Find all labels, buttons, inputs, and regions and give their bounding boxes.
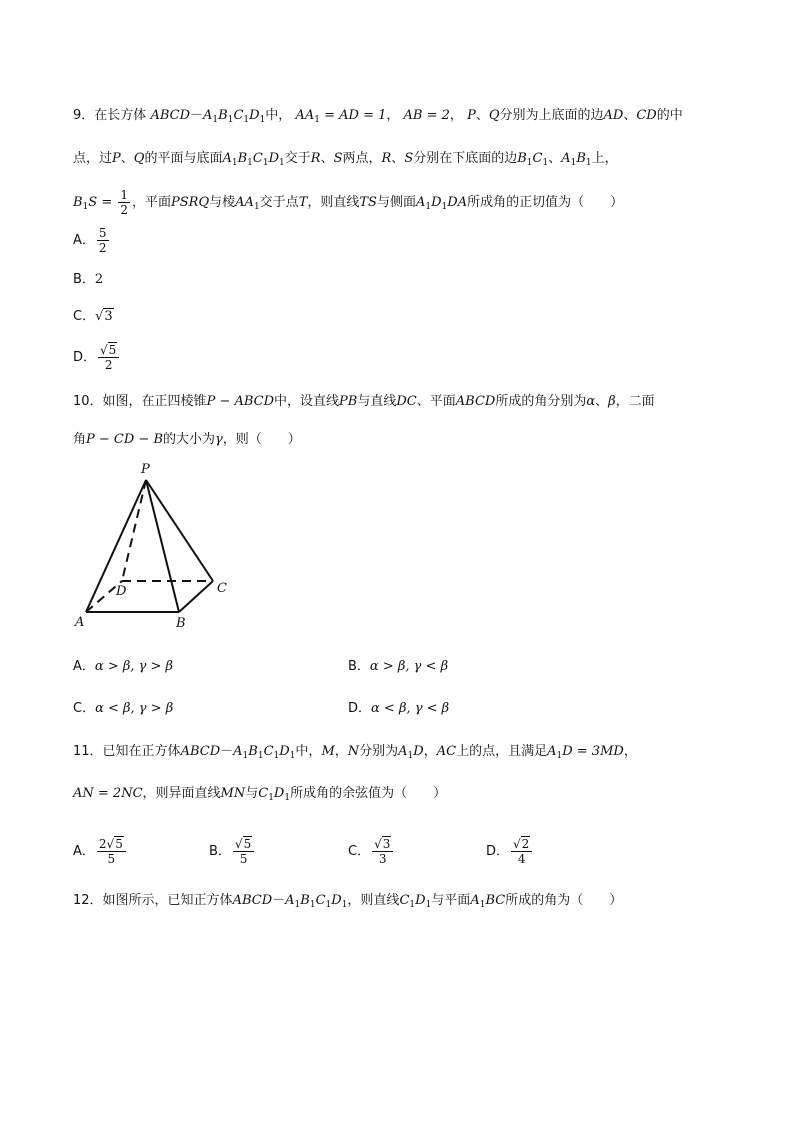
q11-line2: AN = 2NC，则异面直线MN与$C_1D_1$所成角的余弦值为（ ）	[73, 786, 447, 803]
q10-option-c[interactable]: C．α < β, γ > β	[73, 701, 174, 716]
q9-line2: 点，过P、Q的平面与底面$A_1B_1C_1D_1$交于R、S两点，R、S分别在下底面的边$B_1C_1$、$A_1B_1$上，	[73, 151, 618, 168]
vertex-label-d: D	[116, 584, 127, 599]
vertex-label-b: B	[176, 616, 186, 631]
q9-line3: $B_1S$ = $\frac{1}{2}$ ，平面PSRQ与棱$AA_1$交于点T，则直线TS与侧面$A_1D_1DA$所成角的正切值为（ ）	[73, 188, 624, 217]
q10-line1: 10．如图，在正四棱锥P − ABCD中，设直线PB与直线DC、平面ABCD所成的角分别为α、β，二面	[73, 394, 655, 409]
q10-option-b[interactable]: B．α > β, γ < β	[348, 659, 449, 674]
q12-line1: 12．如图所示，已知正方体$ABCD-A_1B_1C_1D_1$，则直线$C_1D_1$与平面$A_1BC$所成的角为（ ）	[73, 893, 623, 910]
pyramid-figure	[72, 460, 242, 635]
edge-bc	[179, 581, 213, 612]
edge-pd-hidden	[122, 480, 146, 581]
q9-line1: 9．在长方体 $ABCD-A_1B_1C_1D_1$中， $AA_1$ = AD = 1， AB = 2， P、Q分别为上底面的边AD、CD的中	[73, 108, 683, 125]
q10-option-a[interactable]: A．α > β, γ > β	[73, 659, 174, 674]
vertex-label-a: A	[75, 615, 85, 630]
q9-option-d[interactable]: D． $\frac{√5}{2}$	[73, 343, 121, 372]
q11-option-c[interactable]: C． $\frac{√3}{3}$	[348, 837, 395, 866]
q11-option-a[interactable]: A． $\frac{2√5}{5}$	[73, 837, 128, 866]
edge-pc	[146, 480, 213, 581]
vertex-label-c: C	[217, 581, 227, 596]
q11-option-b[interactable]: B． $\frac{√5}{5}$	[209, 837, 256, 866]
edge-pb	[146, 480, 179, 612]
q11-line1: 11．已知在正方体$ABCD-A_1B_1C_1D_1$中，M，N分别为$A_1D$，AC上的点，且满足$A_1D = 3MD$，	[73, 744, 637, 761]
q9-option-a[interactable]: A． $\frac{5}{2}$	[73, 226, 107, 255]
q10-line2: 角P − CD − B的大小为γ，则（ ）	[73, 432, 301, 447]
q9-option-b[interactable]: B．2	[73, 272, 104, 287]
q9-option-c[interactable]: C．√3	[73, 309, 113, 324]
q11-option-d[interactable]: D． $\frac{√2}{4}$	[486, 837, 534, 866]
q10-option-d[interactable]: D．α < β, γ < β	[348, 701, 450, 716]
vertex-label-p: P	[141, 462, 150, 477]
fraction-one-half: $\frac{1}{2}$	[120, 188, 129, 217]
